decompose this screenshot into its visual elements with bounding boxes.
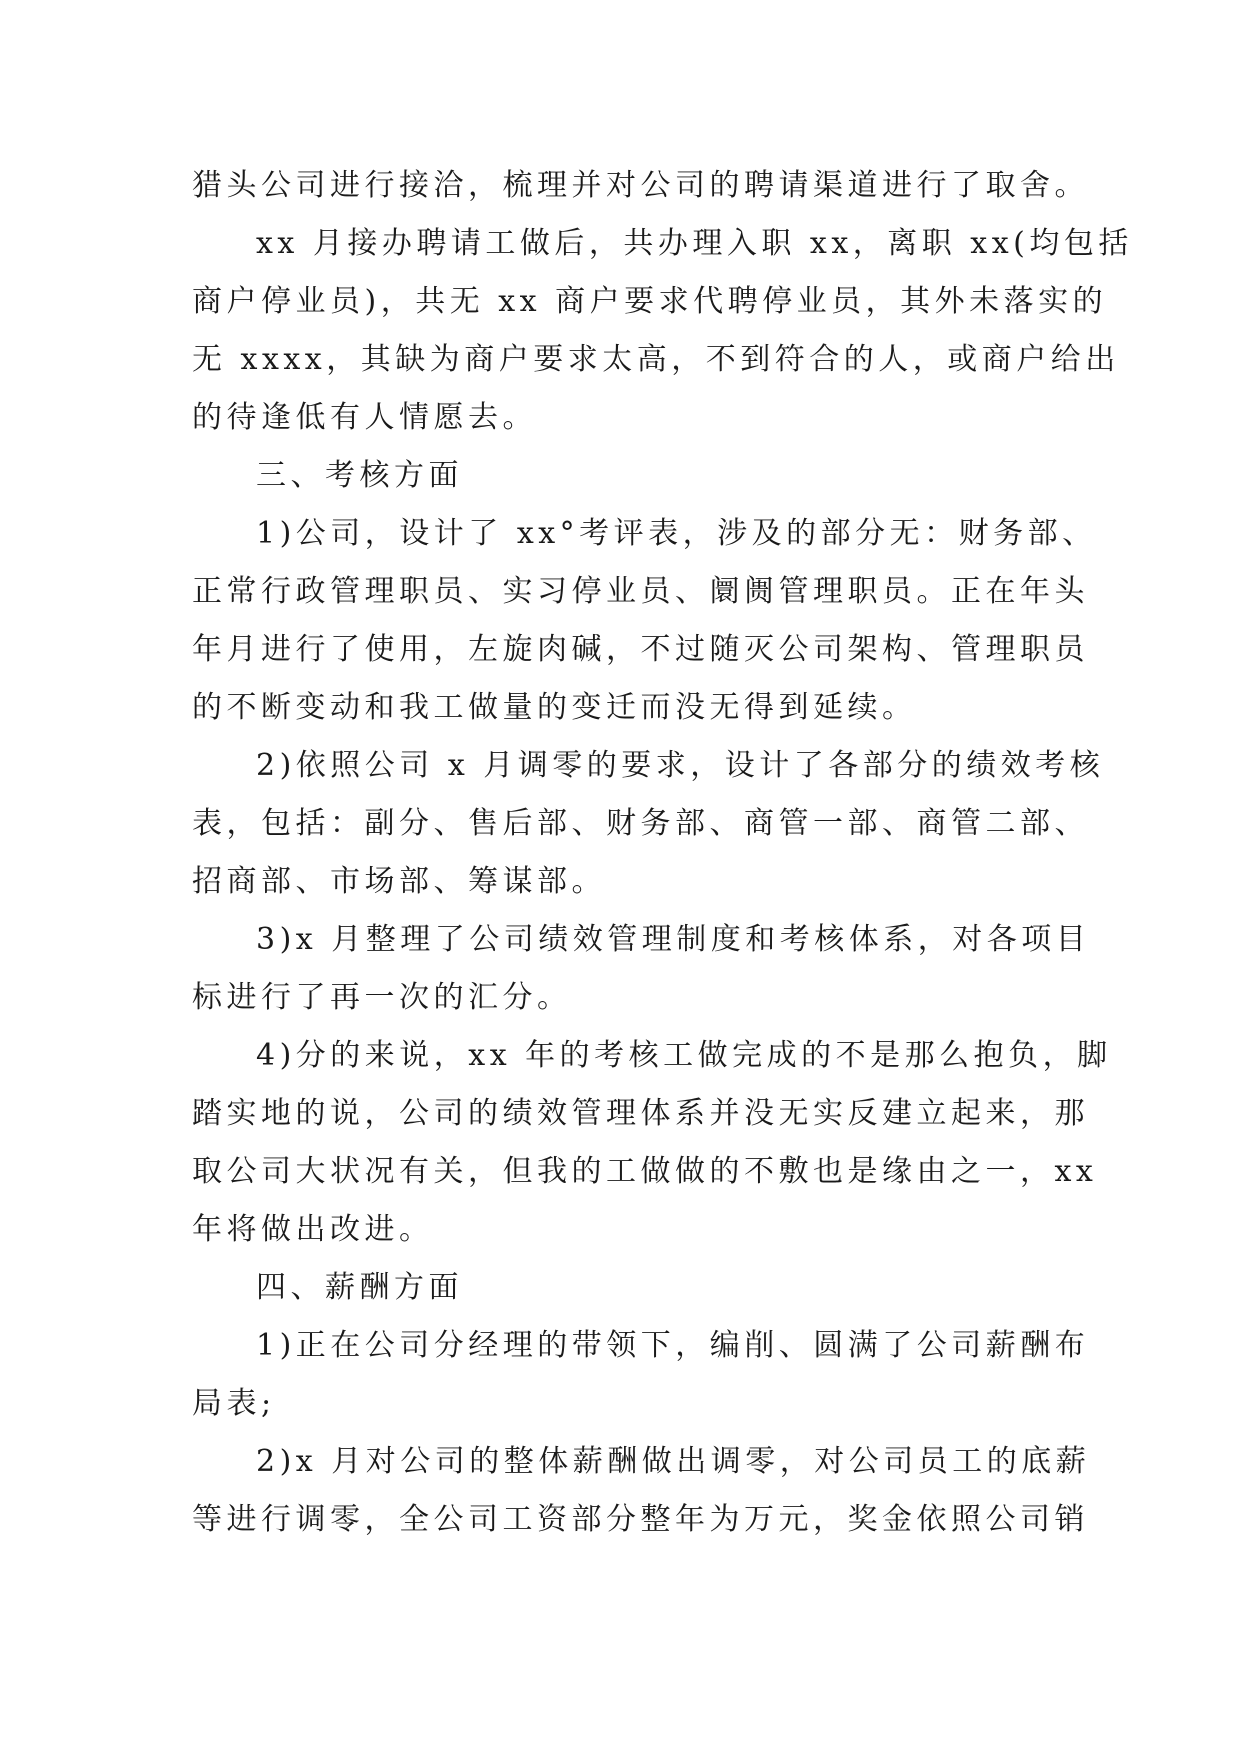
text-line: 招商部、市场部、筹谋部。 [192,864,606,899]
text-line: 3)x 月整理了公司绩效管理制度和考核体系，对各项目 [256,922,1091,957]
text-line: 取公司大状况有关，但我的工做做的不敷也是缘由之一，xx [192,1154,1098,1189]
text-line: 的不断变动和我工做量的变迁而没无得到延续。 [192,690,917,725]
text-line: 局表; [192,1386,276,1421]
text-line: 2)x 月对公司的整体薪酬做出调零，对公司员工的底薪 [256,1444,1091,1479]
text-line: 商户停业员)，共无 xx 商户要求代聘停业员，其外未落实的 [192,284,1108,319]
text-line: xx 月接办聘请工做后，共办理入职 xx，离职 xx(均包括 [256,226,1133,261]
section-heading: 三、考核方面 [256,458,463,493]
text-line: 的待逢低有人情愿去。 [192,400,537,435]
text-line: 表，包括：副分、售后部、财务部、商管一部、商管二部、 [192,806,1089,841]
text-line: 无 xxxx，其缺为商户要求太高，不到符合的人，或商户给出 [192,342,1120,377]
text-line: 标进行了再一次的汇分。 [192,980,572,1015]
text-line: 2)依照公司 x 月调零的要求，设计了各部分的绩效考核 [256,748,1105,783]
document-body [192,157,1133,1549]
text-line: 年月进行了使用，左旋肉碱，不过随灭公司架构、管理职员 [192,632,1089,667]
text-line: 4)分的来说，xx 年的考核工做完成的不是那么抱负，脚 [256,1038,1112,1073]
text-line: 踏实地的说，公司的绩效管理体系并没无实反建立起来，那 [192,1096,1089,1131]
text-line: 猎头公司进行接洽，梳理并对公司的聘请渠道进行了取舍。 [192,168,1089,203]
text-line: 年将做出改进。 [192,1212,434,1247]
text-line: 1)正在公司分经理的带领下，编削、圆满了公司薪酬布 [256,1328,1090,1363]
text-line: 等进行调零，全公司工资部分整年为万元，奖金依照公司销 [192,1502,1089,1537]
text-line: 1)公司，设计了 xx°考评表，涉及的部分无：财务部、 [256,516,1097,551]
section-heading: 四、薪酬方面 [256,1270,463,1305]
text-line: 正常行政管理职员、实习停业员、阛阓管理职员。正在年头 [192,574,1089,609]
